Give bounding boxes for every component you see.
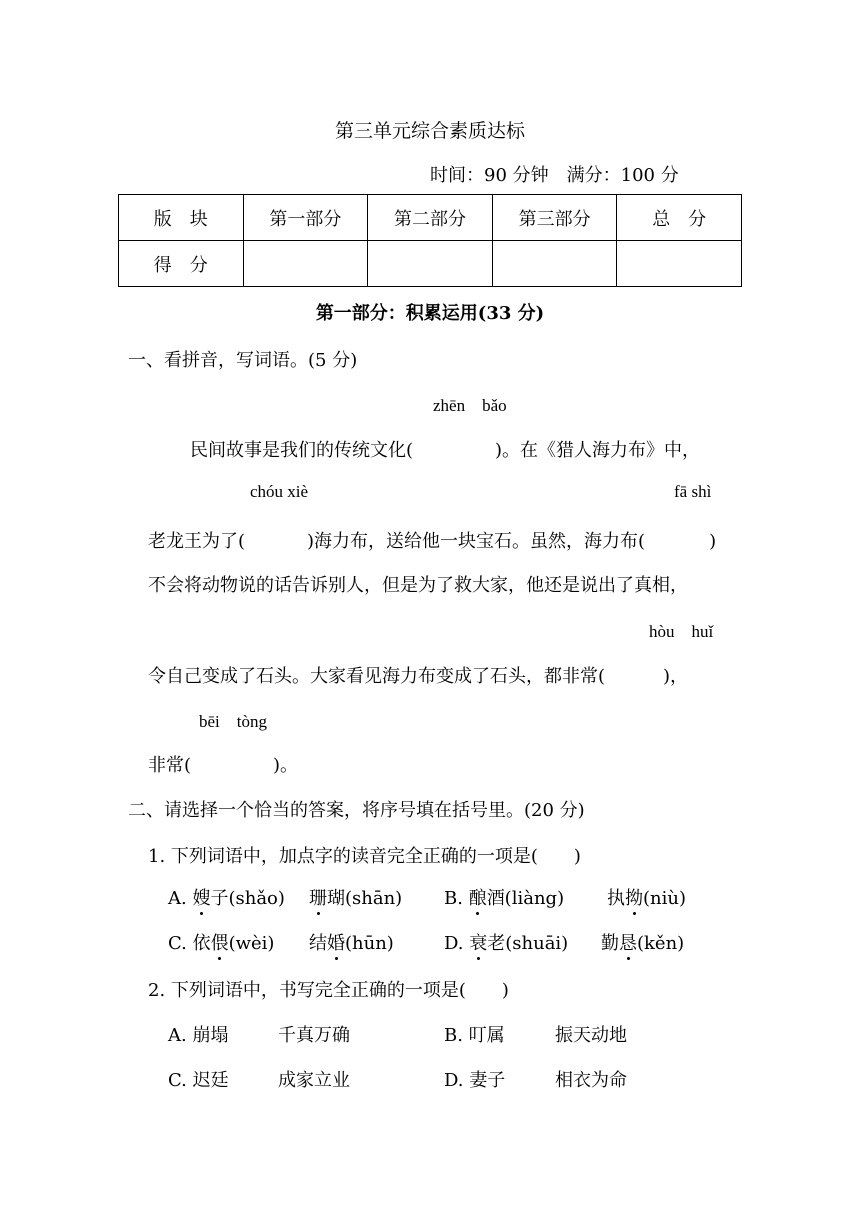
option-word-1: 酿酒(liàng): [469, 888, 564, 909]
option-label: A.: [168, 1025, 187, 1046]
score-cell[interactable]: [243, 241, 368, 287]
option-label: B.: [444, 888, 463, 909]
dotted-char: 嫂: [192, 884, 210, 910]
q2-item1-stem: 1. 下列词语中，加点字的读音完全正确的一项是( ): [148, 846, 581, 867]
option-label: C.: [168, 1070, 187, 1091]
option-word-1: 嫂子(shǎo): [192, 888, 284, 909]
option-b[interactable]: [444, 884, 564, 910]
option-label: A.: [168, 888, 187, 909]
dotted-char: 偎: [211, 929, 229, 955]
q1-title: 一、看拼音，写词语。(5 分): [128, 350, 358, 371]
q1-line2-text-b: )海力布，送给他一块宝石。虽然，海力布(: [307, 531, 646, 552]
option-b-word-2: 执拗(niù): [607, 884, 686, 910]
option-c[interactable]: [168, 1066, 229, 1092]
dotted-char: 婚: [327, 929, 345, 955]
score-table-header: 第一部分: [243, 195, 368, 241]
q1-line2: [148, 527, 716, 553]
option-word-1: 妻子: [469, 1070, 506, 1091]
dotted-char: 衰: [469, 929, 487, 955]
dotted-char: 拗: [625, 884, 643, 910]
option-d-word-2: 相衣为命: [555, 1070, 627, 1091]
option-c-word-2: 成家立业: [278, 1070, 350, 1091]
score-table-header: 版 块: [119, 195, 244, 241]
score-row-label: 得 分: [119, 241, 244, 287]
score-table: [118, 194, 742, 287]
score-table-header-row: [119, 195, 742, 241]
part1-heading: 第一部分：积累运用(33 分): [315, 303, 545, 324]
dotted-char: 酿: [469, 884, 487, 910]
option-b-word-2: 振天动地: [555, 1025, 627, 1046]
option-d-word-2: 勤恳(kěn): [601, 929, 684, 955]
q1-line4-text-b: )，: [663, 666, 689, 687]
pinyin-fashi: fā shì: [674, 482, 712, 501]
pinyin-chouxie: chóu xiè: [250, 482, 309, 501]
page-title: 第三单元综合素质达标: [334, 120, 525, 142]
q1-line1-text-b: )。在《猎人海力布》中，: [495, 440, 701, 461]
option-d[interactable]: [444, 1066, 505, 1092]
score-table-row: [119, 241, 742, 287]
score-cell[interactable]: [617, 241, 742, 287]
q1-line1-text-a: 民间故事是我们的传统文化(: [190, 440, 414, 461]
score-table-header: 第三部分: [492, 195, 617, 241]
option-label: D.: [444, 933, 464, 954]
option-a-word-2: 千真万确: [278, 1025, 350, 1046]
option-c-word-2: 结婚(hūn): [309, 929, 394, 955]
score-cell[interactable]: [492, 241, 617, 287]
option-b[interactable]: [444, 1021, 505, 1047]
option-label: B.: [444, 1025, 463, 1046]
option-word-1: 崩塌: [192, 1025, 229, 1046]
option-word-1: 迟廷: [192, 1070, 229, 1091]
q1-line5-text-b: )。: [273, 755, 299, 776]
option-a-word-2: 珊瑚(shān): [309, 884, 402, 910]
q1-line2-text-a: 老龙王为了(: [148, 531, 246, 552]
q2-title: 二、请选择一个恰当的答案，将序号填在括号里。(20 分): [128, 800, 585, 821]
q1-line5: [148, 751, 298, 777]
q1-line3: 不会将动物说的话告诉别人，但是为了救大家，他还是说出了真相，: [148, 575, 688, 596]
option-label: C.: [168, 933, 187, 954]
pinyin-houhui: hòu huǐ: [649, 622, 714, 641]
score-cell[interactable]: [368, 241, 493, 287]
q1-line1: [190, 436, 700, 462]
dotted-char: 恳: [619, 929, 637, 955]
score-table-header: 第二部分: [368, 195, 493, 241]
q2-item2-stem: 2. 下列词语中，书写完全正确的一项是( ): [148, 980, 509, 1001]
option-a[interactable]: [168, 884, 285, 910]
time-info: 时间：90 分钟 满分：100 分: [430, 165, 679, 186]
q1-line5-text-a: 非常(: [148, 755, 192, 776]
q1-line4-text-a: 令自己变成了石头。大家看见海力布变成了石头，都非常(: [148, 666, 606, 687]
option-word-1: 衰老(shuāi): [469, 933, 568, 954]
score-table-header: 总 分: [617, 195, 742, 241]
option-d[interactable]: [444, 929, 568, 955]
option-a[interactable]: [168, 1021, 228, 1047]
option-label: D.: [444, 1070, 464, 1091]
option-word-1: 叮属: [468, 1025, 505, 1046]
option-c[interactable]: [168, 929, 274, 955]
q1-line2-text-c: ): [709, 531, 717, 552]
q1-line4: [148, 662, 688, 688]
dotted-char: 珊: [309, 884, 327, 910]
pinyin-zhenbao: zhēn bǎo: [433, 396, 507, 415]
pinyin-beitong: bēi tòng: [199, 712, 267, 731]
option-word-1: 依偎(wèi): [193, 933, 275, 954]
